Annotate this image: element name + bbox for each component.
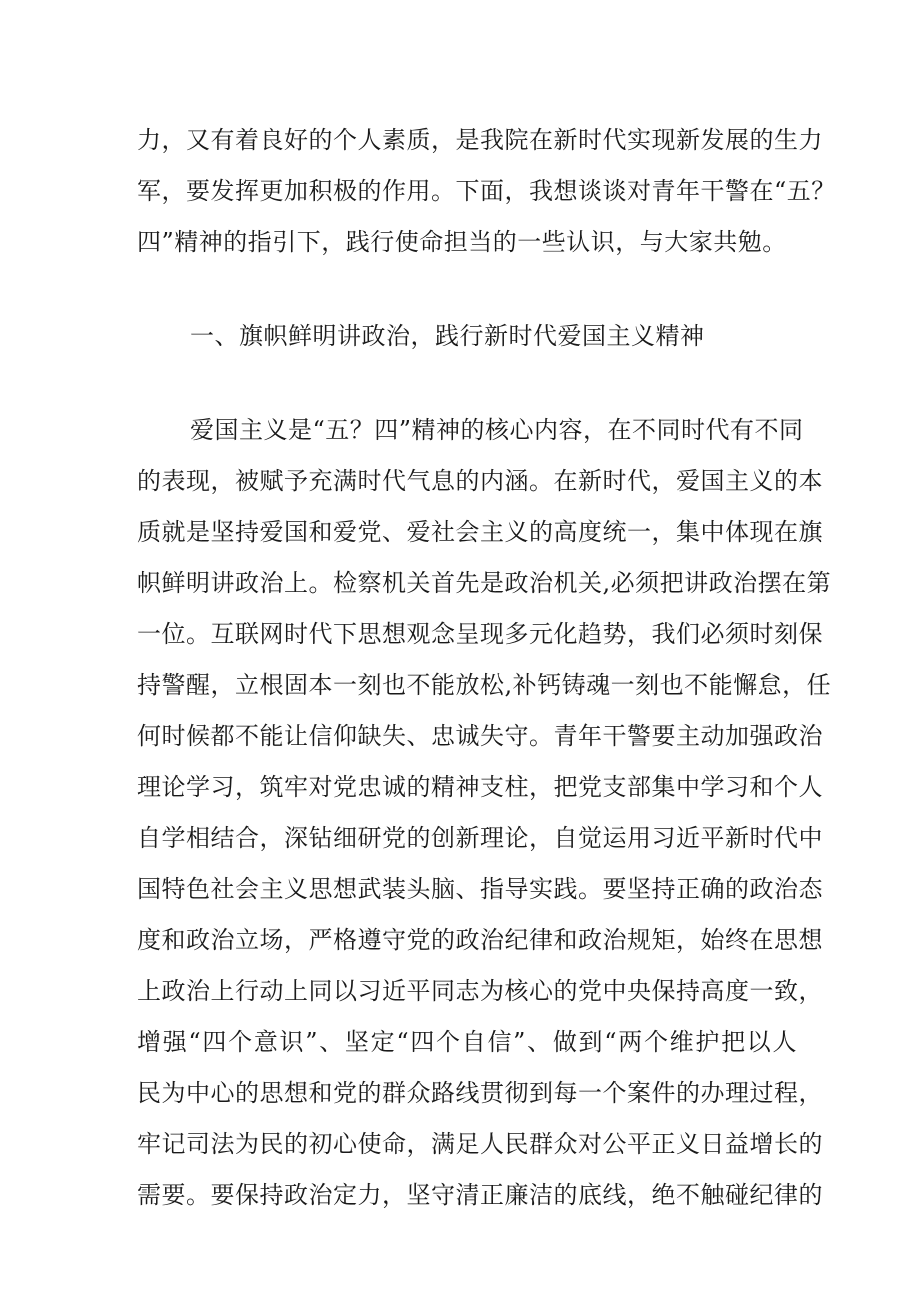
intro-line: 四”精神的指引下，践行使命担当的一些认识，与大家共勉。 (137, 228, 787, 256)
body-line: 国特色社会主义思想武装头脑、指导实践。要坚持正确的政治态 (137, 875, 823, 903)
body-line: 持警醒，立根固本一刻也不能放松,补钙铸魂一刻也不能懈怠，任 (137, 671, 832, 699)
intro-line: 力，又有着良好的个人素质，是我院在新时代实现新发展的生力 (137, 126, 823, 154)
body-line: 度和政治立场，严格遵守党的政治纪律和政治规矩，始终在思想 (137, 926, 823, 954)
body-line: 一位。互联网时代下思想观念呈现多元化趋势，我们必须时刻保 (137, 620, 823, 648)
body-line: 牢记司法为民的初心使命，满足人民群众对公平正义日益增长的 (137, 1130, 823, 1158)
body-line: 的表现，被赋予充满时代气息的内涵。在新时代，爱国主义的本 (137, 467, 823, 495)
body-line: 自学相结合，深钻细研党的创新理论，自觉运用习近平新时代中 (137, 824, 823, 852)
body-line: 增强“四个意识”、坚定“四个自信”、做到“两个维护把以人 (137, 1028, 797, 1056)
body-line: 帜鲜明讲政治上。检察机关首先是政治机关,必须把讲政治摆在第 (137, 569, 832, 597)
body-line: 质就是坚持爱国和爱党、爱社会主义的高度统一，集中体现在旗 (137, 518, 823, 546)
body-line: 上政治上行动上同以习近平同志为核心的党中央保持高度一致， (137, 977, 823, 1005)
section-heading: 一、旗帜鲜明讲政治，践行新时代爱国主义精神 (190, 322, 705, 350)
intro-line: 军，要发挥更加积极的作用。下面，我想谈谈对青年干警在“五？ (137, 177, 836, 205)
body-line: 爱国主义是“五？四”精神的核心内容，在不同时代有不同 (190, 416, 804, 444)
body-line: 理论学习，筑牢对党忠诚的精神支柱，把党支部集中学习和个人 (137, 773, 823, 801)
body-line: 需要。要保持政治定力，坚守清正廉洁的底线，绝不触碰纪律的 (137, 1181, 823, 1209)
body-line: 何时候都不能让信仰缺失、忠诚失守。青年干警要主动加强政治 (137, 722, 823, 750)
body-line: 民为中心的思想和党的群众路线贯彻到每一个案件的办理过程， (137, 1079, 823, 1107)
